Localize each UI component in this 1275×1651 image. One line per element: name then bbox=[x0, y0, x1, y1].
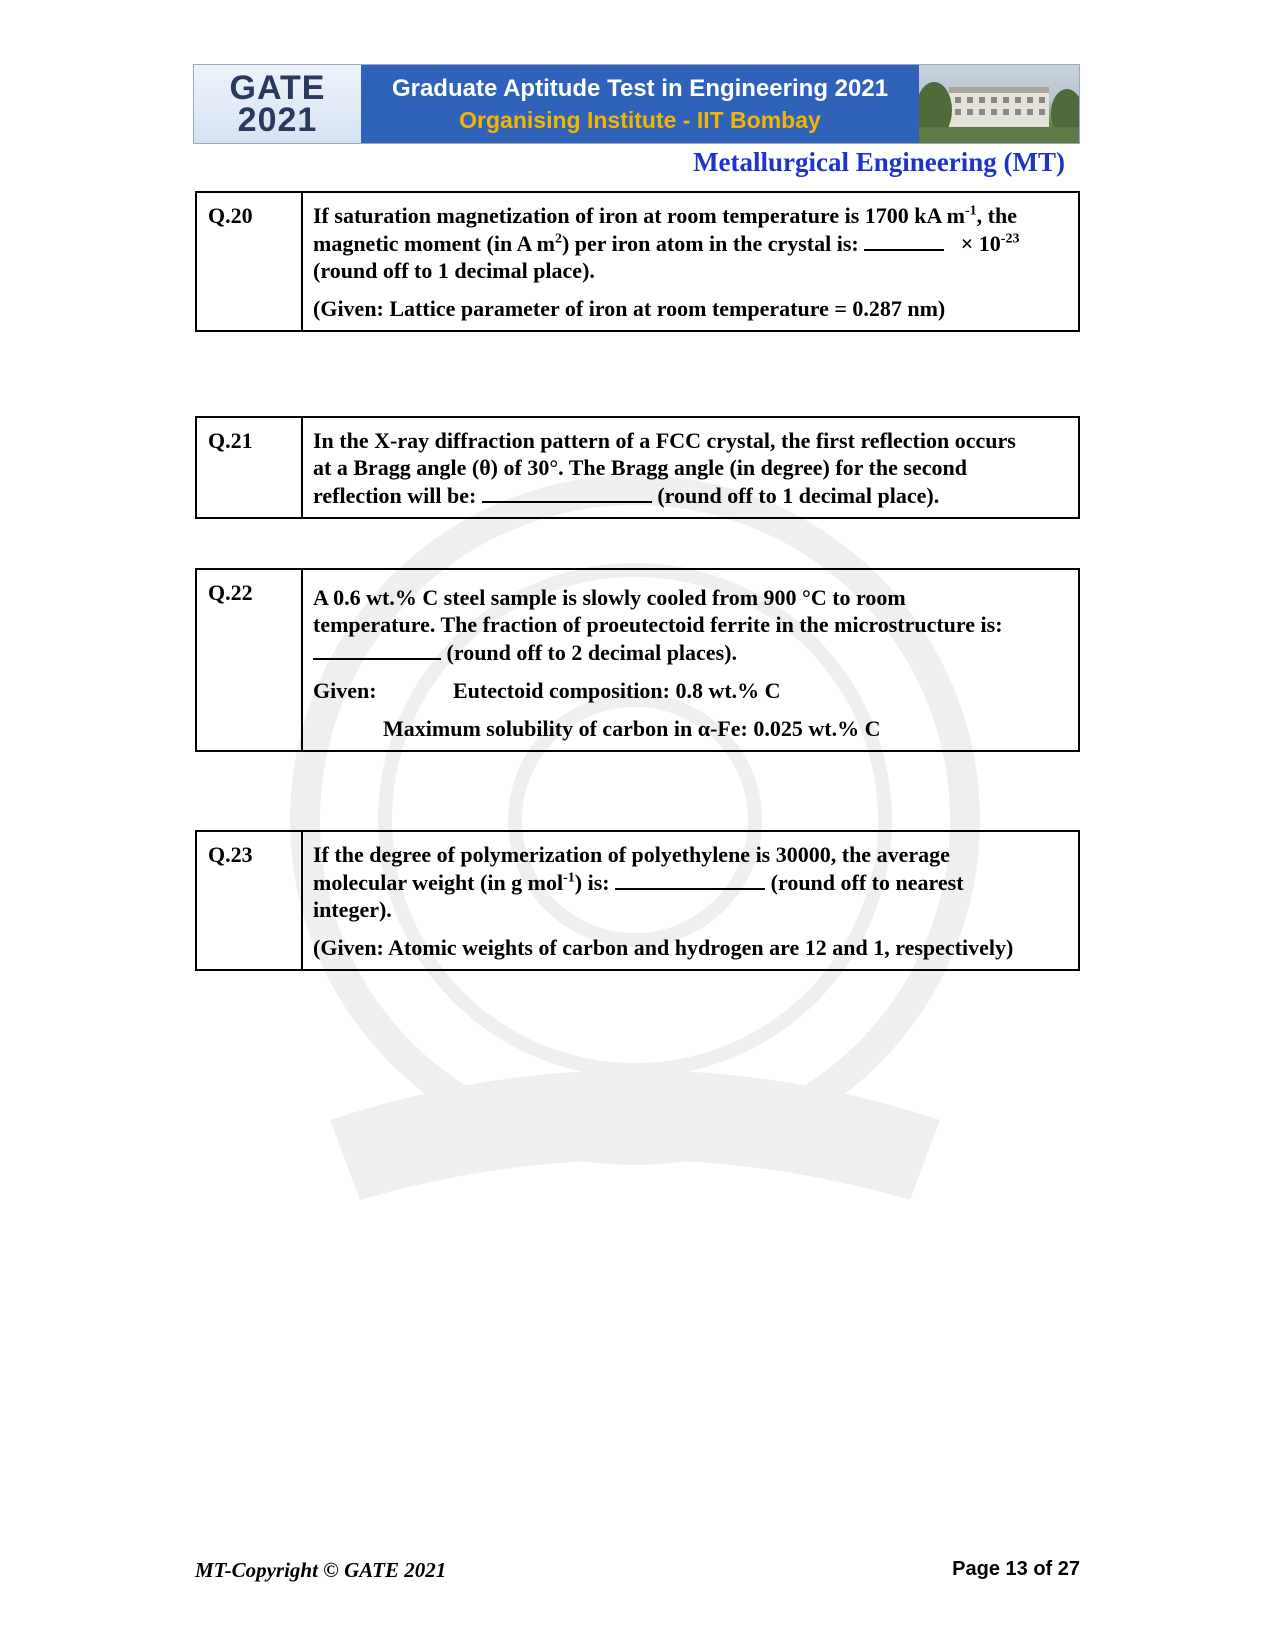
subject-title: Metallurgical Engineering (MT) bbox=[693, 147, 1065, 177]
page-number: Page 13 of 27 bbox=[952, 1558, 1080, 1580]
banner-title-block bbox=[361, 65, 919, 143]
given-solubility: Maximum solubility of carbon in α-Fe: 0.025 wt.% C bbox=[383, 716, 881, 741]
answer-blank bbox=[864, 229, 944, 251]
given-eutectoid: Eutectoid composition: 0.8 wt.% C bbox=[453, 678, 781, 703]
banner-title: Graduate Aptitude Test in Engineering 2021 bbox=[391, 74, 889, 102]
gate-logo: GATE 2021 bbox=[194, 65, 361, 143]
footer-copyright: MT-Copyright © GATE 2021 bbox=[195, 1558, 447, 1582]
question-text: If the degree of polymerization of polyethylene is 30000, the average molecular weight (in g mol$^{-1}$) is: (round off to nearest integer). (Given: Atomic weights of carbon and hydrogen are 12 and 1, respectively) bbox=[303, 832, 1078, 969]
answer-blank bbox=[482, 481, 652, 503]
answer-blank bbox=[313, 638, 441, 660]
banner-organiser: Organising Institute - IIT Bombay bbox=[459, 106, 821, 133]
given-text: (Given: Atomic weights of carbon and hydrogen are 12 and 1, respectively) bbox=[313, 935, 1014, 960]
question-21 bbox=[195, 416, 1080, 519]
campus-photo bbox=[919, 65, 1079, 143]
question-number: Q.23 bbox=[197, 832, 303, 969]
answer-blank bbox=[615, 868, 765, 890]
given-label: Given: bbox=[313, 678, 377, 703]
question-text: A 0.6 wt.% C steel sample is slowly cooled from 900 °C to room temperature. The fraction of proeutectoid ferrite in the microstructure is: (round off to 2 decimal places). Given: Eutectoid composition: 0.8 wt.% C Maximum solubility of carbon in α-Fe: 0.025 wt.% C bbox=[303, 570, 1078, 750]
question-23 bbox=[195, 830, 1080, 971]
question-20 bbox=[195, 191, 1080, 332]
question-text: If saturation magnetization of iron at room temperature is 1700 kA $m^{-1}$, the magnetic moment (in A $m^2$) per iron atom in the crystal is: × $10^{-23}$ (round off to 1 decimal place). (Given: Lattice parameter of iron at room temperature = 0.287 nm) bbox=[303, 193, 1078, 330]
gate-banner bbox=[193, 64, 1080, 144]
question-number: Q.21 bbox=[197, 418, 303, 517]
question-22 bbox=[195, 568, 1080, 752]
question-number: Q.20 bbox=[197, 193, 303, 330]
question-number: Q.22 bbox=[197, 570, 303, 750]
given-text: (Given: Lattice parameter of iron at room temperature = 0.287 nm) bbox=[313, 296, 946, 321]
question-text: In the X-ray diffraction pattern of a FCC crystal, the first reflection occurs at a Bragg angle (θ) of 30°. The Bragg angle (in degree) for the second reflection will be: (round off to 1 decimal place). bbox=[313, 428, 1016, 508]
